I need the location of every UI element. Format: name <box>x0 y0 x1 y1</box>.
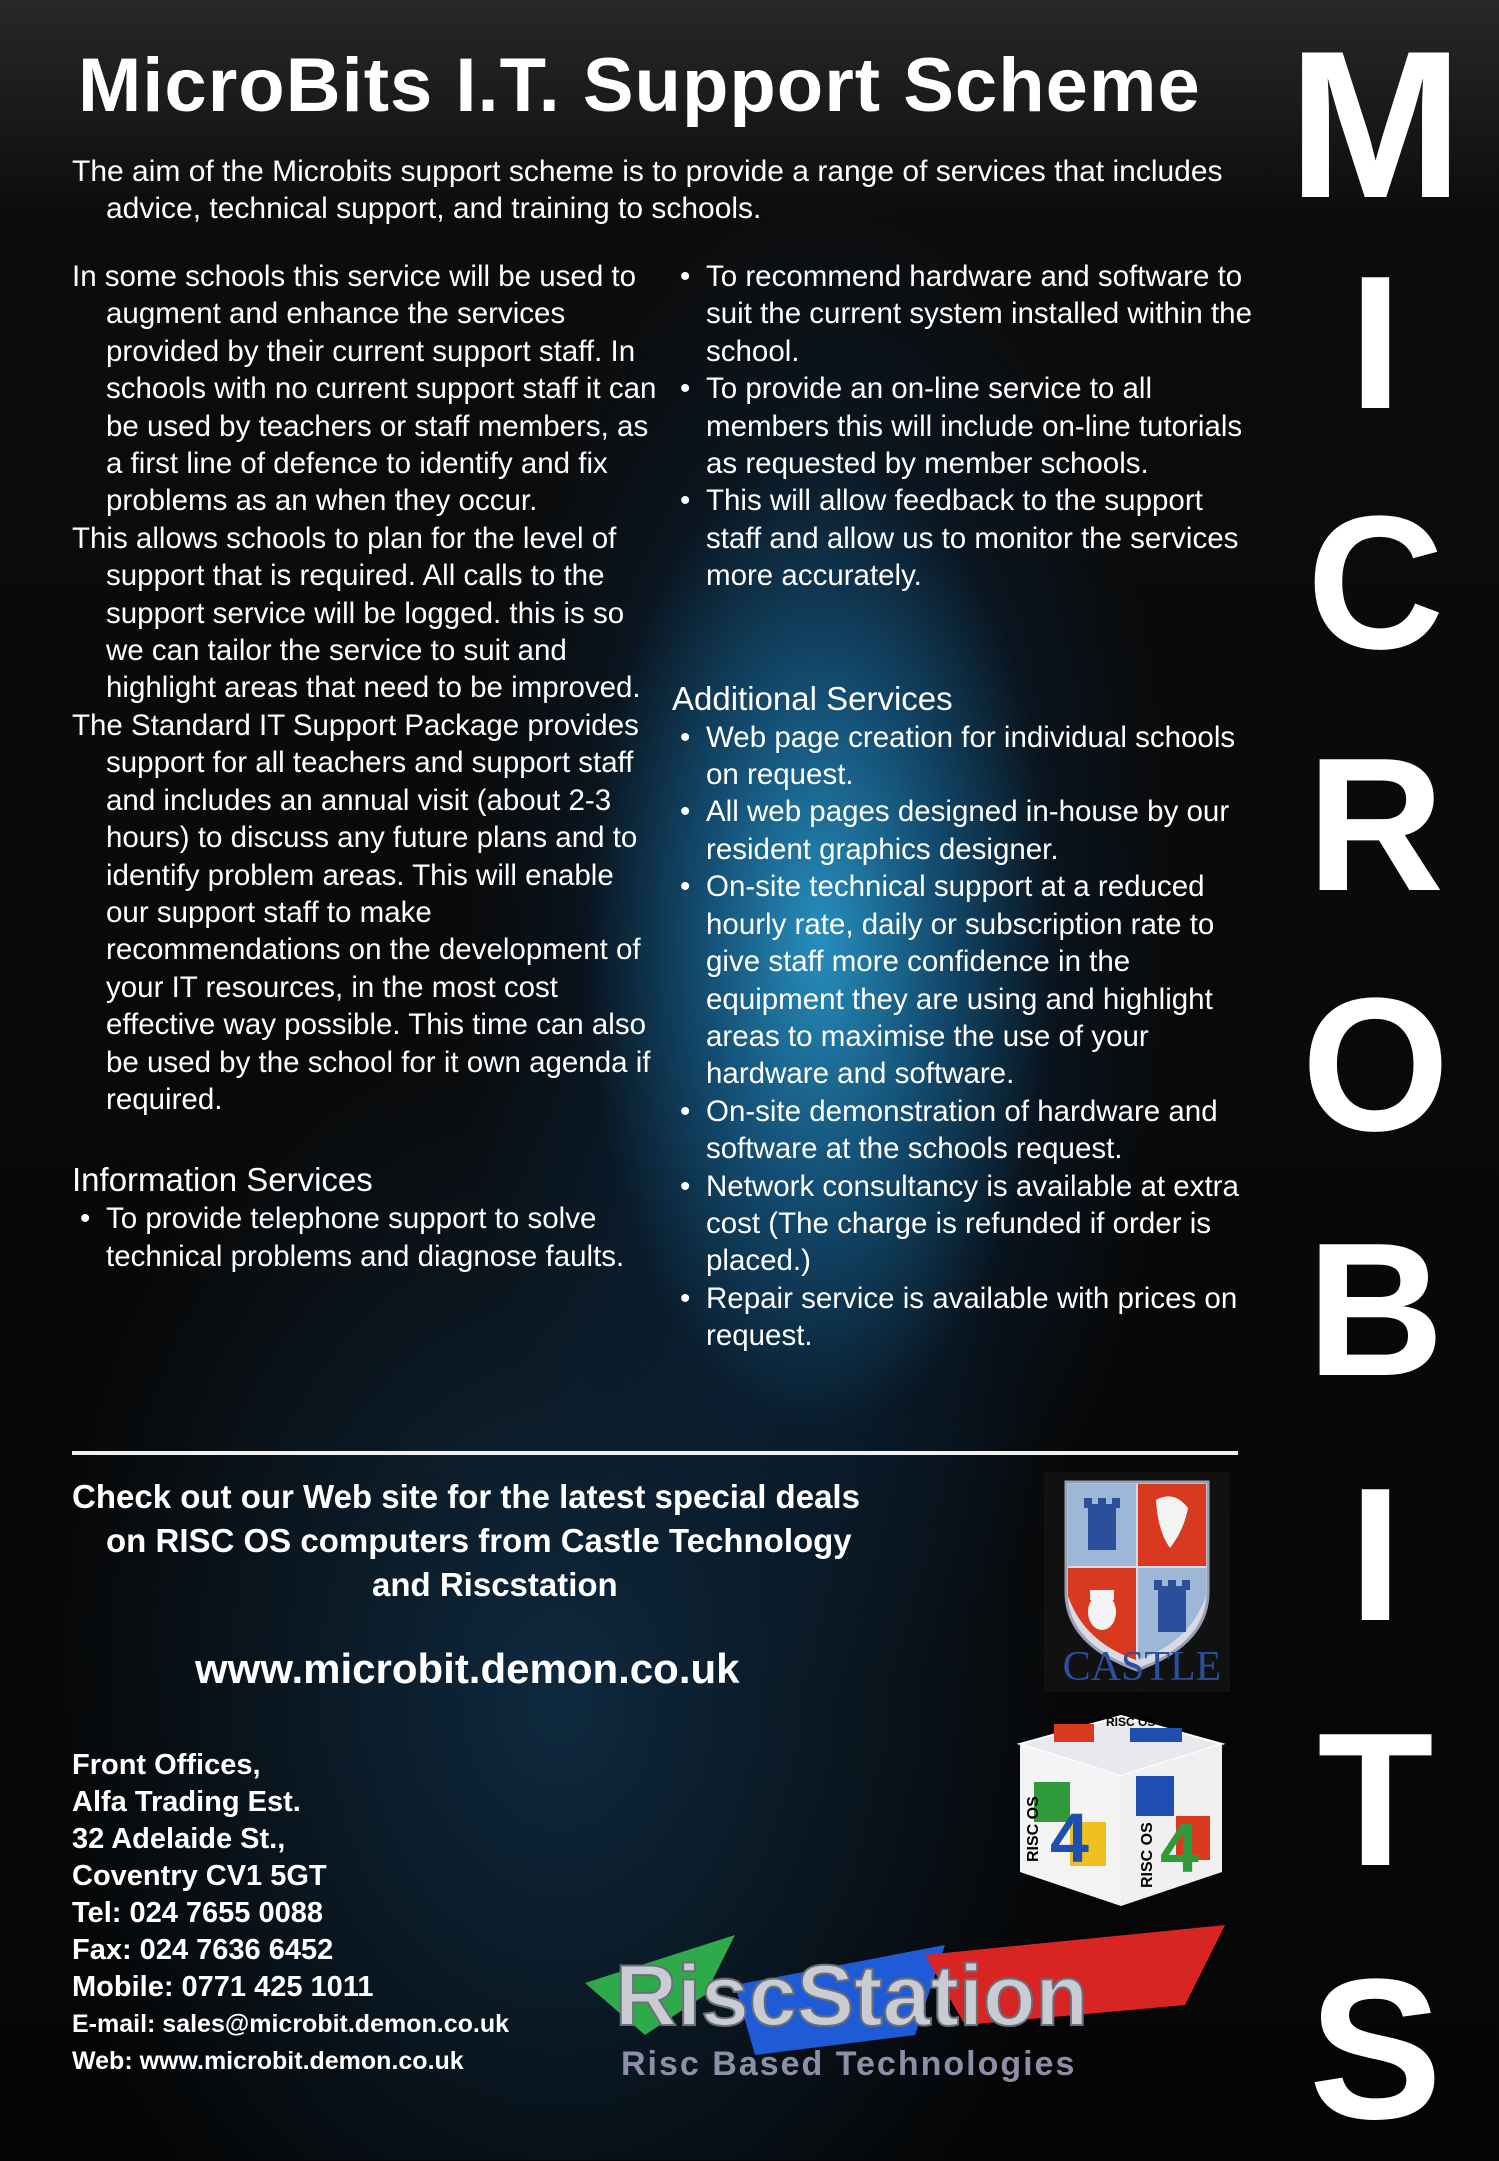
list-item: • On-site demonstration of hardware and software at the schools request. <box>672 1093 1252 1168</box>
side-letter: I <box>1349 237 1402 449</box>
side-letter: B <box>1306 1204 1445 1416</box>
information-services-list <box>72 1200 662 1275</box>
side-letter: M <box>1288 7 1463 242</box>
side-letter: R <box>1306 719 1445 931</box>
list-item: • To provide telephone support to solve technical problems and diagnose faults. <box>72 1200 662 1275</box>
list-item: • To recommend hardware and software to suit the current system installed within the school. <box>672 258 1252 370</box>
list-item: • Web page creation for individual schools on request. <box>672 719 1252 794</box>
riscos-number: 4 <box>1050 1799 1089 1877</box>
section-divider <box>72 1451 1238 1455</box>
web-address: Web: www.microbit.demon.co.uk <box>72 2047 464 2075</box>
intro-text: The aim of the Microbits support scheme is to provide a range of services that includes advice, technical support, and training to schools. <box>72 155 1223 225</box>
address-line: Coventry CV1 5GT <box>72 1860 327 1892</box>
promo-line: on RISC OS computers from Castle Technology <box>106 1522 852 1559</box>
side-letter: T <box>1317 1694 1434 1906</box>
left-column <box>72 258 662 1275</box>
telephone: Tel: 024 7655 0088 <box>72 1897 323 1929</box>
email: E-mail: sales@microbit.demon.co.uk <box>72 2010 509 2038</box>
fax: Fax: 024 7636 6452 <box>72 1934 334 1966</box>
mobile: Mobile: 0771 425 1011 <box>72 1971 374 2003</box>
promo-line: and Riscstation <box>372 1566 618 1603</box>
list-item: • To provide an on-line service to all members this will include on-line tutorials as requested by member schools. <box>672 370 1252 482</box>
riscstation-tagline: Risc Based Technologies <box>621 2045 1077 2083</box>
side-letter: C <box>1306 477 1445 689</box>
paragraph-standard-package: The Standard IT Support Package provides support for all teachers and support staff and includes an annual visit (about 2-3 hours) to discuss any future plans and to identify problem areas. This will enable our support staff to make recommendations on the development of your IT resources, in the most cost effective way possible. This time can also be used by the school for it own agenda if required. <box>72 708 651 1116</box>
riscos-number: 4 <box>1160 1809 1199 1887</box>
side-letter: I <box>1349 1449 1402 1661</box>
promo-line: Check out our Web site for the latest special deals <box>72 1478 860 1515</box>
side-letter: S <box>1308 1938 1443 2161</box>
castle-logo-text: CASTLE <box>1062 1644 1222 1690</box>
paragraph-planning: This allows schools to plan for the level of support that is required. All calls to the support service will be logged. this is so we can tailor the service to suit and highlight areas that need to be improved. <box>72 521 641 705</box>
riscos-logo <box>1010 1712 1232 1910</box>
riscstation-wordmark: RiscStation <box>615 1948 1089 2044</box>
list-item: • Network consultancy is available at extra cost (The charge is refunded if order is placed.) <box>672 1168 1252 1280</box>
list-item: • On-site technical support at a reduced hourly rate, daily or subscription rate to give staff more confidence in the equipment they are using and highlight areas to maximise the use of your hardware and software. <box>672 868 1252 1092</box>
paragraph-service: In some schools this service will be used to augment and enhance the services provided by their current support staff. In schools with no current support staff it can be used by teachers or staff members, as a first line of defence to identify and fix problems as an when they occur. <box>72 260 657 518</box>
contact-address <box>72 1747 509 2080</box>
page-title: MicroBits I.T. Support Scheme <box>78 43 1201 128</box>
side-letter: O <box>1301 959 1450 1171</box>
website-url: www.microbit.demon.co.uk <box>195 1645 740 1692</box>
additional-services-list <box>672 719 1252 1355</box>
address-line: 32 Adelaide St., <box>72 1823 286 1855</box>
list-item: • All web pages designed in-house by our resident graphics designer. <box>672 793 1252 868</box>
address-line: Alfa Trading Est. <box>72 1786 301 1818</box>
address-line: Front Offices, <box>72 1749 261 1781</box>
promo-text <box>72 1475 932 1607</box>
microbits-vertical-word <box>1252 0 1499 2160</box>
riscos-label: RISC OS <box>1139 1822 1156 1888</box>
riscos-label: RISC OS <box>1025 1796 1042 1862</box>
list-item: • This will allow feedback to the support staff and allow us to monitor the services more accurately. <box>672 482 1252 594</box>
support-goals-list <box>672 258 1252 595</box>
riscstation-logo <box>585 1925 1225 2085</box>
right-column <box>672 258 1252 1355</box>
riscos-label: RISC OS <box>1106 1715 1156 1729</box>
list-item: • Repair service is available with prices on request. <box>672 1280 1252 1355</box>
additional-services-heading: Additional Services <box>672 679 953 717</box>
information-services-heading: Information Services <box>72 1161 373 1199</box>
